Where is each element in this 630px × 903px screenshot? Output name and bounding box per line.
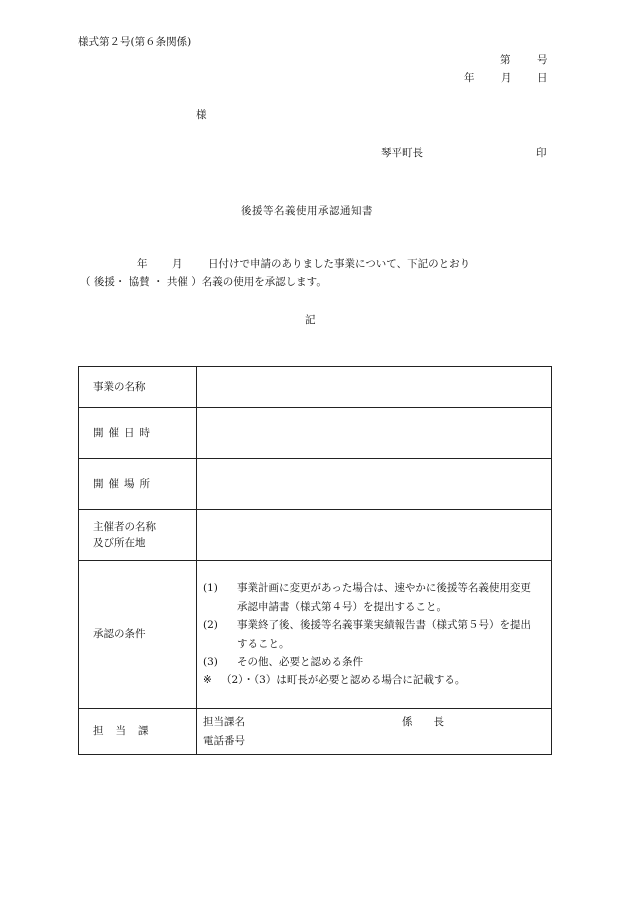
issuer-title: 琴平町長: [381, 147, 423, 159]
note-mark: ※: [203, 674, 212, 687]
note-text: （2）・（3）は町長が必要と認める場合に記載する。: [221, 674, 466, 687]
table-row-event-place: [79, 459, 552, 510]
event-date-value: [197, 408, 552, 459]
department-value: [197, 709, 552, 755]
event-name-value: [197, 367, 552, 408]
conditions-note: [203, 671, 547, 689]
body-line2-text: （ 後援・ 協賛 ・ 共催 ）名義の使用を承認します。: [80, 276, 327, 288]
organizer-label-line2: 及び所在地: [93, 537, 146, 549]
table-row-event-name: [79, 367, 552, 408]
event-date-label: 開催日時: [79, 408, 197, 459]
organizer-label-line1: 主催者の名称: [93, 520, 156, 533]
table-row-conditions: [79, 561, 552, 709]
table-row-event-date: [79, 408, 552, 459]
condition-number: (2): [203, 619, 218, 632]
phone-label: 電話番号: [203, 734, 245, 747]
condition-text-line1: その他、必要と認める条件: [237, 655, 363, 668]
recipient-honorific: 様: [196, 109, 207, 121]
department-name-label: 担当課名: [203, 716, 245, 729]
chief-label: 係 長: [402, 716, 444, 729]
event-place-value: [197, 459, 552, 510]
table-row-organizer: [79, 510, 552, 561]
event-place-label: 開催場所: [79, 459, 197, 510]
issuer-seal-mark: 印: [536, 147, 547, 159]
organizer-label: [79, 510, 197, 561]
condition-number: (1): [203, 582, 218, 595]
date-year: 年: [464, 72, 475, 84]
form-number: 様式第２号(第６条関係): [78, 36, 192, 48]
conditions-value: [197, 561, 552, 709]
body-month: 月: [172, 258, 183, 270]
condition-text-line2: 承認申請書（様式第４号）を提出すること。: [237, 600, 447, 613]
table-row-department: [79, 709, 552, 755]
condition-item: [203, 653, 547, 671]
document-title: 後援等名義使用承認通知書: [241, 205, 373, 217]
organizer-value: [197, 510, 552, 561]
event-name-label: 事業の名称: [79, 367, 197, 408]
body-year: 年: [137, 258, 148, 270]
body-line1-text: 日付けで申請のありました事業について、下記のとおり: [208, 258, 471, 270]
document-number-suffix: 号: [537, 54, 548, 66]
condition-item: [203, 579, 547, 616]
conditions-label: 承認の条件: [79, 561, 197, 709]
condition-text-line2: すること。: [237, 637, 290, 650]
date-month: 月: [501, 72, 512, 84]
condition-text-line1: 事業終了後、後援等名義事業実績報告書（様式第５号）を提出: [237, 619, 531, 632]
approval-details-table: [78, 366, 552, 755]
department-label: 担当課: [79, 709, 197, 755]
conditions-list: [197, 575, 551, 693]
condition-item: [203, 616, 547, 653]
document-number-prefix: 第: [500, 54, 511, 66]
ki-heading: 記: [305, 314, 316, 326]
date-day: 日: [537, 72, 548, 84]
condition-number: (3): [203, 655, 218, 668]
condition-text-line1: 事業計画に変更があった場合は、速やかに後援等名義使用変更: [237, 582, 531, 595]
